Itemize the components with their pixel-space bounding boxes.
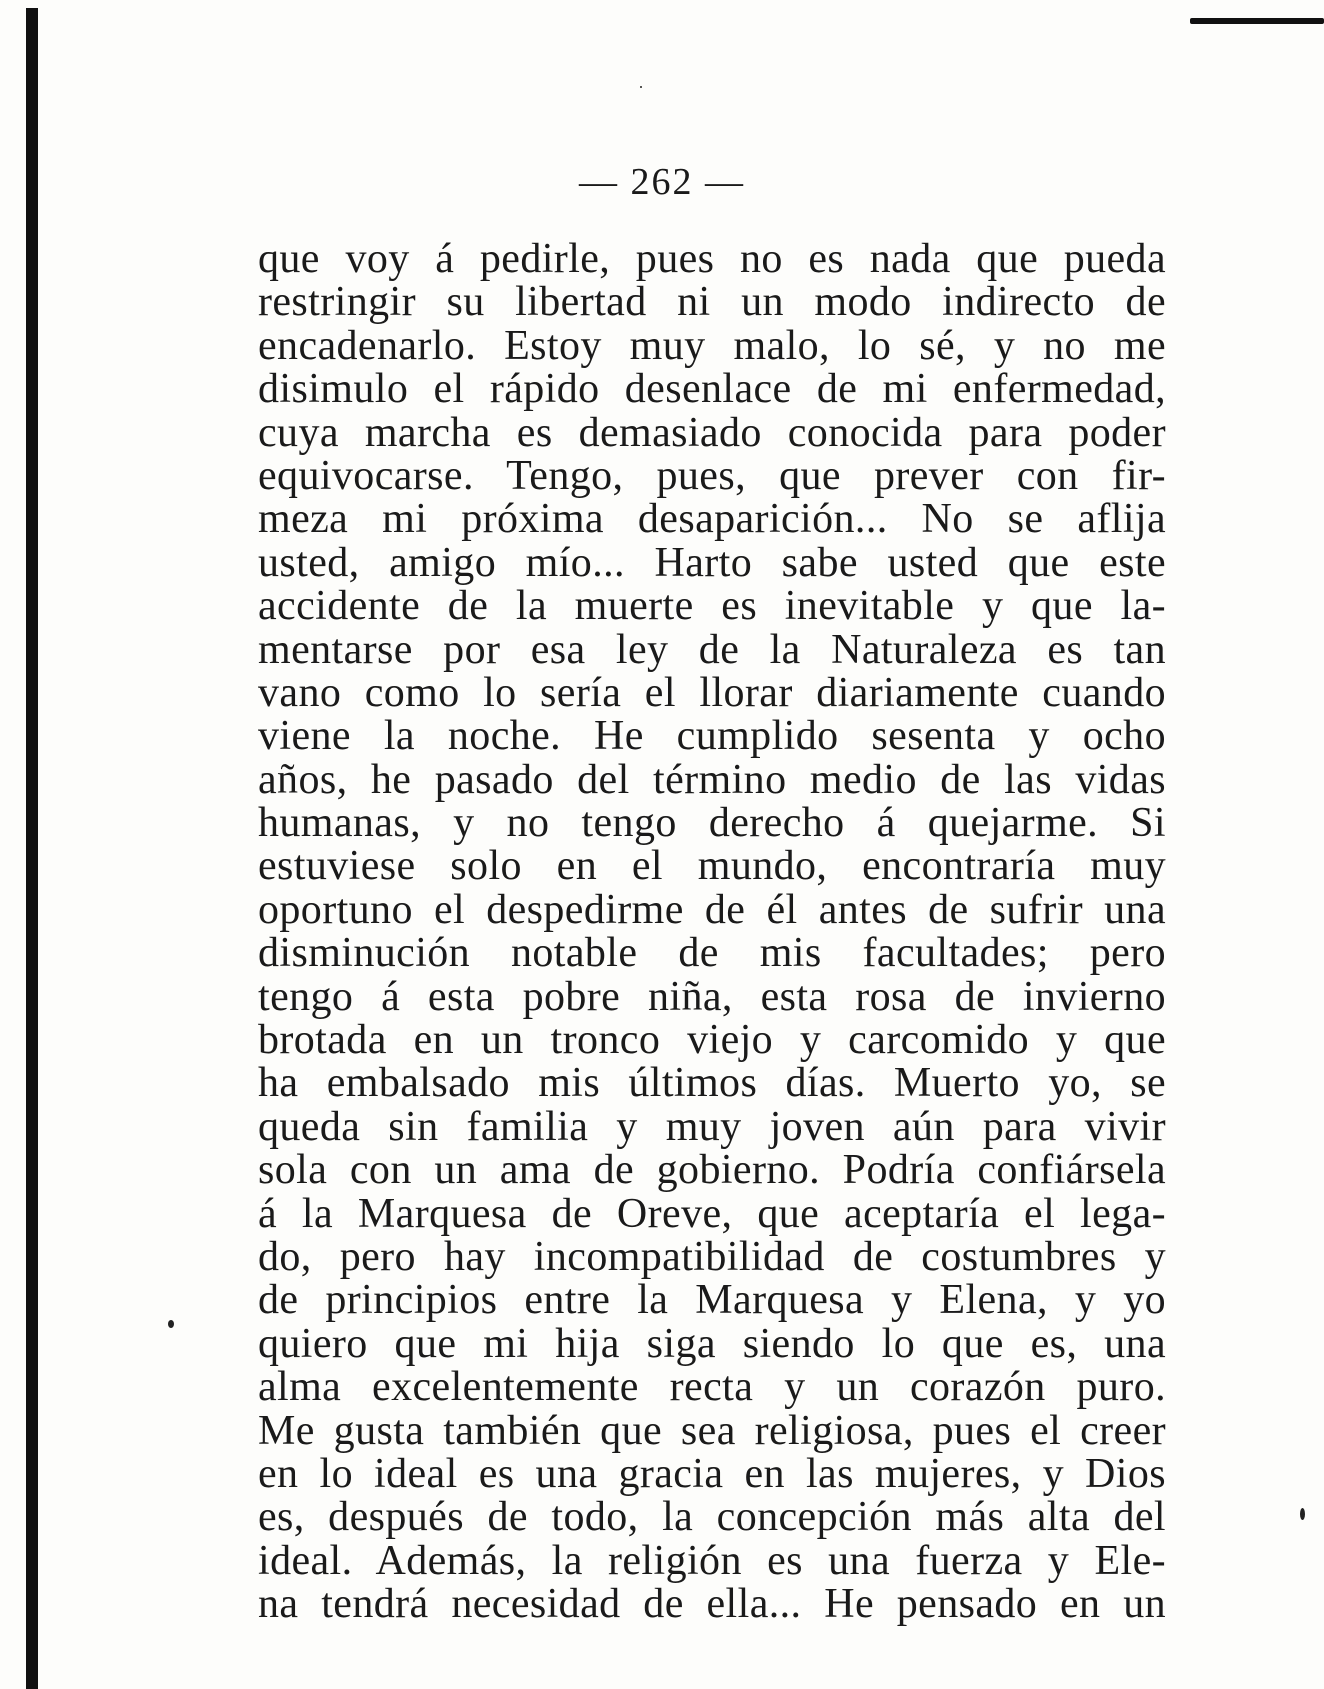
text-line: Me gusta también que sea religiosa, pues el creer — [258, 1409, 1166, 1453]
text-line: accidente de la muerte es inevitable y que la- — [258, 585, 1166, 629]
text-line: alma excelentemente recta y un corazón puro. — [258, 1366, 1166, 1410]
top-right-rule-mark — [1190, 18, 1324, 24]
text-line: oportuno el despedirme de él antes de sufrir una — [258, 888, 1166, 933]
page-number: — 262 — — [579, 161, 745, 203]
text-line: queda sin familia y muy joven aún para vivir — [258, 1105, 1166, 1150]
text-line: viene la noche. He cumplido sesenta y ocho — [258, 715, 1166, 759]
speck — [1300, 1508, 1305, 1520]
text-line: disminución notable de mis facultades; pero — [258, 932, 1166, 976]
text-line: na tendrá necesidad de ella... He pensado en un — [258, 1583, 1166, 1627]
text-line: meza mi próxima desaparición... No se aflija — [258, 498, 1166, 542]
text-line: tengo á esta pobre niña, esta rosa de invierno — [258, 975, 1166, 1020]
text-line: do, pero hay incompatibilidad de costumbres y — [258, 1235, 1166, 1280]
text-line: usted, amigo mío... Harto sabe usted que este — [258, 541, 1166, 586]
body-text — [258, 238, 1166, 1627]
text-line: es, después de todo, la concepción más alta del — [258, 1496, 1166, 1540]
text-line: sola con un ama de gobierno. Podría confiársela — [258, 1149, 1166, 1193]
text-line: que voy á pedirle, pues no es nada que pueda — [258, 238, 1166, 282]
text-line: en lo ideal es una gracia en las mujeres, y Dios — [258, 1452, 1166, 1497]
page-left-edge-shadow — [26, 8, 38, 1689]
text-line: encadenarlo. Estoy muy malo, lo sé, y no me — [258, 324, 1166, 369]
speck — [168, 1320, 174, 1328]
text-line: restringir su libertad ni un modo indirecto de — [258, 281, 1166, 325]
text-line: estuviese solo en el mundo, encontraría muy — [258, 845, 1166, 889]
text-line: brotada en un tronco viejo y carcomido y que — [258, 1019, 1166, 1063]
text-line: años, he pasado del término medio de las vidas — [258, 758, 1166, 803]
text-line: disimulo el rápido desenlace de mi enfermedad, — [258, 368, 1166, 412]
text-line: equivocarse. Tengo, pues, que prever con fir- — [258, 454, 1166, 499]
text-line: quiero que mi hija siga siendo lo que es, una — [258, 1322, 1166, 1367]
text-line: mentarse por esa ley de la Naturaleza es tan — [258, 628, 1166, 672]
text-line: ha embalsado mis últimos días. Muerto yo, se — [258, 1062, 1166, 1106]
text-line: de principios entre la Marquesa y Elena, y yo — [258, 1279, 1166, 1323]
text-line: á la Marquesa de Oreve, que aceptaría el lega- — [258, 1192, 1166, 1236]
speck — [640, 86, 642, 88]
text-line: humanas, y no tengo derecho á quejarme. Si — [258, 802, 1166, 846]
text-line: ideal. Además, la religión es una fuerza y Ele- — [258, 1539, 1166, 1584]
text-line: vano como lo sería el llorar diariamente cuando — [258, 671, 1166, 716]
text-line: cuya marcha es demasiado conocida para poder — [258, 411, 1166, 455]
